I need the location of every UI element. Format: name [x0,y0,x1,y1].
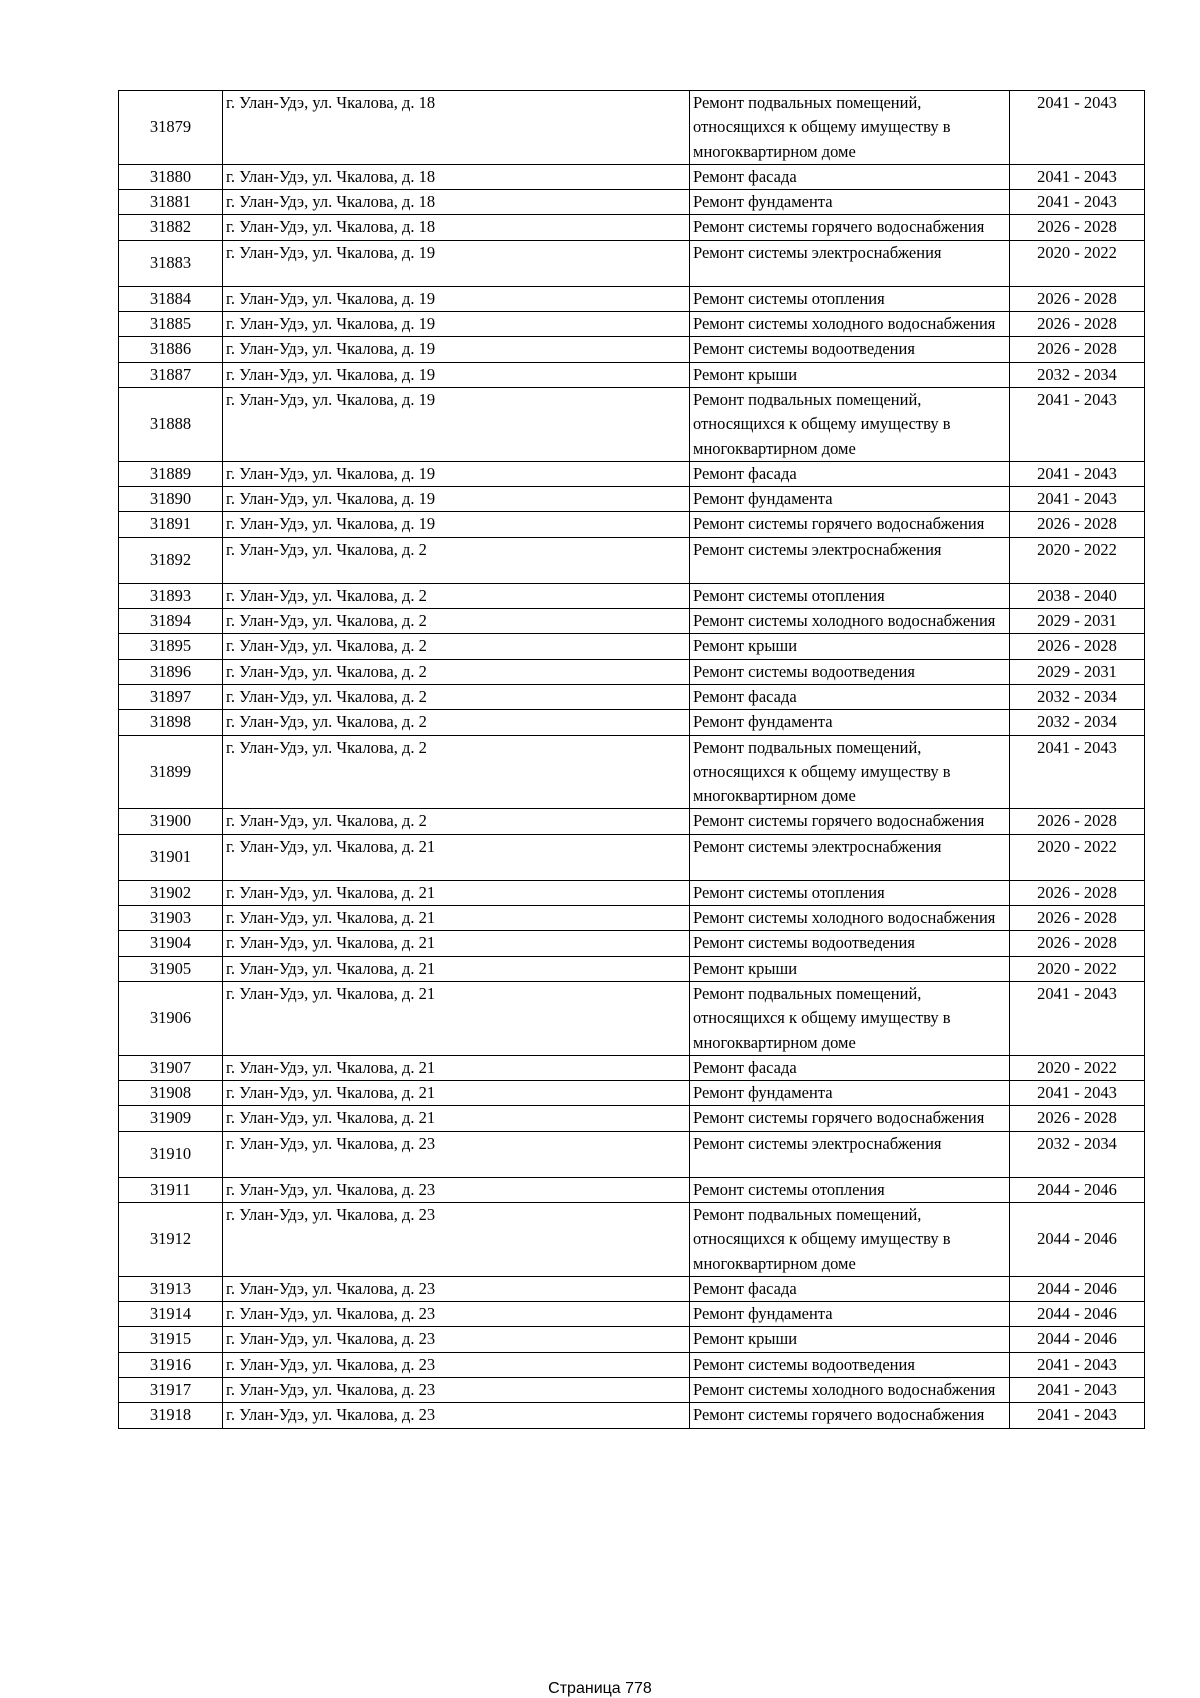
address-cell: г. Улан-Удэ, ул. Чкалова, д. 21 [223,880,690,905]
row-number-cell: 31911 [119,1177,223,1202]
work-type-cell: Ремонт системы отопления [690,1177,1010,1202]
work-type-cell: Ремонт фасада [690,164,1010,189]
row-number-cell: 31899 [119,735,223,809]
years-cell: 2029 - 2031 [1010,609,1145,634]
years-cell: 2020 - 2022 [1010,537,1145,583]
row-number-cell: 31880 [119,164,223,189]
address-cell: г. Улан-Удэ, ул. Чкалова, д. 19 [223,286,690,311]
table-row [119,1302,1145,1327]
row-number-cell: 31888 [119,387,223,461]
address-cell: г. Улан-Удэ, ул. Чкалова, д. 23 [223,1352,690,1377]
work-type-cell: Ремонт системы электроснабжения [690,1131,1010,1177]
address-cell: г. Улан-Удэ, ул. Чкалова, д. 18 [223,215,690,240]
address-cell: г. Улан-Удэ, ул. Чкалова, д. 2 [223,684,690,709]
row-number-cell: 31885 [119,312,223,337]
address-cell: г. Улан-Удэ, ул. Чкалова, д. 21 [223,834,690,880]
table-row [119,215,1145,240]
years-cell: 2044 - 2046 [1010,1177,1145,1202]
table-row [119,387,1145,461]
years-cell: 2026 - 2028 [1010,634,1145,659]
table-row [119,240,1145,286]
years-cell: 2032 - 2034 [1010,710,1145,735]
address-cell: г. Улан-Удэ, ул. Чкалова, д. 23 [223,1403,690,1428]
address-cell: г. Улан-Удэ, ул. Чкалова, д. 2 [223,634,690,659]
work-type-cell: Ремонт системы отопления [690,880,1010,905]
table-row [119,1055,1145,1080]
years-cell: 2032 - 2034 [1010,362,1145,387]
row-number-cell: 31906 [119,981,223,1055]
address-cell: г. Улан-Удэ, ул. Чкалова, д. 2 [223,809,690,834]
table-row [119,710,1145,735]
years-cell: 2032 - 2034 [1010,1131,1145,1177]
table-row [119,286,1145,311]
row-number-cell: 31902 [119,880,223,905]
work-type-cell: Ремонт системы электроснабжения [690,537,1010,583]
work-type-cell: Ремонт фундамента [690,1081,1010,1106]
years-cell: 2041 - 2043 [1010,461,1145,486]
table-row [119,931,1145,956]
years-cell: 2041 - 2043 [1010,1352,1145,1377]
address-cell: г. Улан-Удэ, ул. Чкалова, д. 19 [223,362,690,387]
address-cell: г. Улан-Удэ, ул. Чкалова, д. 23 [223,1276,690,1301]
row-number-cell: 31913 [119,1276,223,1301]
address-cell: г. Улан-Удэ, ул. Чкалова, д. 19 [223,512,690,537]
table-row [119,337,1145,362]
address-cell: г. Улан-Удэ, ул. Чкалова, д. 2 [223,537,690,583]
table-row [119,1081,1145,1106]
table-row [119,735,1145,809]
address-cell: г. Улан-Удэ, ул. Чкалова, д. 18 [223,164,690,189]
address-cell: г. Улан-Удэ, ул. Чкалова, д. 21 [223,1055,690,1080]
row-number-cell: 31891 [119,512,223,537]
work-type-cell: Ремонт подвальных помещений, относящихся к общему имуществу в многоквартирном доме [690,387,1010,461]
address-cell: г. Улан-Удэ, ул. Чкалова, д. 21 [223,1106,690,1131]
table-row [119,1106,1145,1131]
years-cell: 2044 - 2046 [1010,1327,1145,1352]
work-type-cell: Ремонт системы водоотведения [690,337,1010,362]
address-cell: г. Улан-Удэ, ул. Чкалова, д. 21 [223,931,690,956]
years-cell: 2020 - 2022 [1010,956,1145,981]
row-number-cell: 31895 [119,634,223,659]
work-type-cell: Ремонт фасада [690,1276,1010,1301]
work-type-cell: Ремонт системы холодного водоснабжения [690,609,1010,634]
table-row [119,512,1145,537]
work-type-cell: Ремонт крыши [690,634,1010,659]
table-row [119,1276,1145,1301]
row-number-cell: 31914 [119,1302,223,1327]
address-cell: г. Улан-Удэ, ул. Чкалова, д. 21 [223,906,690,931]
years-cell: 2041 - 2043 [1010,1378,1145,1403]
years-cell: 2044 - 2046 [1010,1302,1145,1327]
row-number-cell: 31910 [119,1131,223,1177]
years-cell: 2044 - 2046 [1010,1276,1145,1301]
address-cell: г. Улан-Удэ, ул. Чкалова, д. 19 [223,387,690,461]
address-cell: г. Улан-Удэ, ул. Чкалова, д. 2 [223,735,690,809]
address-cell: г. Улан-Удэ, ул. Чкалова, д. 2 [223,710,690,735]
work-type-cell: Ремонт фасада [690,461,1010,486]
work-type-cell: Ремонт системы горячего водоснабжения [690,1106,1010,1131]
years-cell: 2026 - 2028 [1010,880,1145,905]
work-type-cell: Ремонт системы электроснабжения [690,834,1010,880]
row-number-cell: 31898 [119,710,223,735]
table-row [119,880,1145,905]
table-row [119,583,1145,608]
years-cell: 2041 - 2043 [1010,190,1145,215]
address-cell: г. Улан-Удэ, ул. Чкалова, д. 18 [223,91,690,165]
row-number-cell: 31904 [119,931,223,956]
address-cell: г. Улан-Удэ, ул. Чкалова, д. 23 [223,1327,690,1352]
work-type-cell: Ремонт крыши [690,362,1010,387]
row-number-cell: 31884 [119,286,223,311]
work-type-cell: Ремонт системы водоотведения [690,659,1010,684]
address-cell: г. Улан-Удэ, ул. Чкалова, д. 21 [223,956,690,981]
years-cell: 2032 - 2034 [1010,684,1145,709]
table-row [119,684,1145,709]
years-cell: 2026 - 2028 [1010,215,1145,240]
work-type-cell: Ремонт системы горячего водоснабжения [690,215,1010,240]
table-row [119,981,1145,1055]
row-number-cell: 31915 [119,1327,223,1352]
table-row [119,461,1145,486]
work-type-cell: Ремонт системы холодного водоснабжения [690,906,1010,931]
address-cell: г. Улан-Удэ, ул. Чкалова, д. 2 [223,609,690,634]
years-cell: 2041 - 2043 [1010,387,1145,461]
work-type-cell: Ремонт крыши [690,1327,1010,1352]
years-cell: 2041 - 2043 [1010,1403,1145,1428]
years-cell: 2041 - 2043 [1010,164,1145,189]
row-number-cell: 31882 [119,215,223,240]
address-cell: г. Улан-Удэ, ул. Чкалова, д. 2 [223,583,690,608]
table-row [119,1131,1145,1177]
address-cell: г. Улан-Удэ, ул. Чкалова, д. 2 [223,659,690,684]
row-number-cell: 31916 [119,1352,223,1377]
table-row [119,362,1145,387]
years-cell: 2038 - 2040 [1010,583,1145,608]
table-row [119,1352,1145,1377]
table-row [119,164,1145,189]
table-row [119,809,1145,834]
address-cell: г. Улан-Удэ, ул. Чкалова, д. 21 [223,981,690,1055]
row-number-cell: 31896 [119,659,223,684]
table-row [119,487,1145,512]
row-number-cell: 31894 [119,609,223,634]
years-cell: 2026 - 2028 [1010,286,1145,311]
years-cell: 2026 - 2028 [1010,1106,1145,1131]
works-table [118,90,1145,1429]
row-number-cell: 31893 [119,583,223,608]
table-row [119,659,1145,684]
row-number-cell: 31881 [119,190,223,215]
row-number-cell: 31886 [119,337,223,362]
row-number-cell: 31918 [119,1403,223,1428]
work-type-cell: Ремонт системы холодного водоснабжения [690,1378,1010,1403]
table-row [119,1202,1145,1276]
work-type-cell: Ремонт фасада [690,1055,1010,1080]
work-type-cell: Ремонт подвальных помещений, относящихся к общему имуществу в многоквартирном доме [690,1202,1010,1276]
work-type-cell: Ремонт фасада [690,684,1010,709]
row-number-cell: 31897 [119,684,223,709]
page-number: Страница 778 [548,1680,652,1697]
work-type-cell: Ремонт фундамента [690,710,1010,735]
table-row [119,609,1145,634]
row-number-cell: 31892 [119,537,223,583]
address-cell: г. Улан-Удэ, ул. Чкалова, д. 23 [223,1302,690,1327]
address-cell: г. Улан-Удэ, ул. Чкалова, д. 19 [223,240,690,286]
work-type-cell: Ремонт фундамента [690,1302,1010,1327]
table-row [119,1378,1145,1403]
years-cell: 2026 - 2028 [1010,809,1145,834]
years-cell: 2026 - 2028 [1010,337,1145,362]
work-type-cell: Ремонт фундамента [690,190,1010,215]
work-type-cell: Ремонт системы электроснабжения [690,240,1010,286]
years-cell: 2044 - 2046 [1010,1202,1145,1276]
years-cell: 2029 - 2031 [1010,659,1145,684]
years-cell: 2026 - 2028 [1010,312,1145,337]
row-number-cell: 31887 [119,362,223,387]
work-type-cell: Ремонт подвальных помещений, относящихся к общему имуществу в многоквартирном доме [690,981,1010,1055]
work-type-cell: Ремонт фундамента [690,487,1010,512]
work-type-cell: Ремонт системы холодного водоснабжения [690,312,1010,337]
work-type-cell: Ремонт системы горячего водоснабжения [690,809,1010,834]
address-cell: г. Улан-Удэ, ул. Чкалова, д. 19 [223,312,690,337]
work-type-cell: Ремонт системы отопления [690,583,1010,608]
work-type-cell: Ремонт системы водоотведения [690,1352,1010,1377]
years-cell: 2041 - 2043 [1010,981,1145,1055]
address-cell: г. Улан-Удэ, ул. Чкалова, д. 23 [223,1131,690,1177]
years-cell: 2026 - 2028 [1010,512,1145,537]
address-cell: г. Улан-Удэ, ул. Чкалова, д. 23 [223,1202,690,1276]
row-number-cell: 31909 [119,1106,223,1131]
row-number-cell: 31917 [119,1378,223,1403]
address-cell: г. Улан-Удэ, ул. Чкалова, д. 23 [223,1177,690,1202]
row-number-cell: 31889 [119,461,223,486]
table-row [119,1177,1145,1202]
address-cell: г. Улан-Удэ, ул. Чкалова, д. 19 [223,461,690,486]
table-row [119,906,1145,931]
row-number-cell: 31903 [119,906,223,931]
years-cell: 2041 - 2043 [1010,735,1145,809]
years-cell: 2041 - 2043 [1010,1081,1145,1106]
table-row [119,1403,1145,1428]
work-type-cell: Ремонт крыши [690,956,1010,981]
work-type-cell: Ремонт системы отопления [690,286,1010,311]
address-cell: г. Улан-Удэ, ул. Чкалова, д. 18 [223,190,690,215]
years-cell: 2041 - 2043 [1010,91,1145,165]
works-table-body [119,91,1145,1429]
table-row [119,1327,1145,1352]
work-type-cell: Ремонт подвальных помещений, относящихся к общему имуществу в многоквартирном доме [690,91,1010,165]
row-number-cell: 31908 [119,1081,223,1106]
years-cell: 2020 - 2022 [1010,1055,1145,1080]
years-cell: 2020 - 2022 [1010,240,1145,286]
work-type-cell: Ремонт системы водоотведения [690,931,1010,956]
address-cell: г. Улан-Удэ, ул. Чкалова, д. 21 [223,1081,690,1106]
work-type-cell: Ремонт подвальных помещений, относящихся к общему имуществу в многоквартирном доме [690,735,1010,809]
table-row [119,537,1145,583]
table-row [119,634,1145,659]
row-number-cell: 31901 [119,834,223,880]
table-row [119,190,1145,215]
row-number-cell: 31879 [119,91,223,165]
table-row [119,91,1145,165]
years-cell: 2026 - 2028 [1010,931,1145,956]
row-number-cell: 31912 [119,1202,223,1276]
row-number-cell: 31905 [119,956,223,981]
work-type-cell: Ремонт системы горячего водоснабжения [690,1403,1010,1428]
address-cell: г. Улан-Удэ, ул. Чкалова, д. 19 [223,337,690,362]
table-row [119,956,1145,981]
table-row [119,312,1145,337]
work-type-cell: Ремонт системы горячего водоснабжения [690,512,1010,537]
row-number-cell: 31900 [119,809,223,834]
row-number-cell: 31883 [119,240,223,286]
address-cell: г. Улан-Удэ, ул. Чкалова, д. 19 [223,487,690,512]
table-row [119,834,1145,880]
years-cell: 2020 - 2022 [1010,834,1145,880]
row-number-cell: 31890 [119,487,223,512]
row-number-cell: 31907 [119,1055,223,1080]
address-cell: г. Улан-Удэ, ул. Чкалова, д. 23 [223,1378,690,1403]
years-cell: 2041 - 2043 [1010,487,1145,512]
years-cell: 2026 - 2028 [1010,906,1145,931]
